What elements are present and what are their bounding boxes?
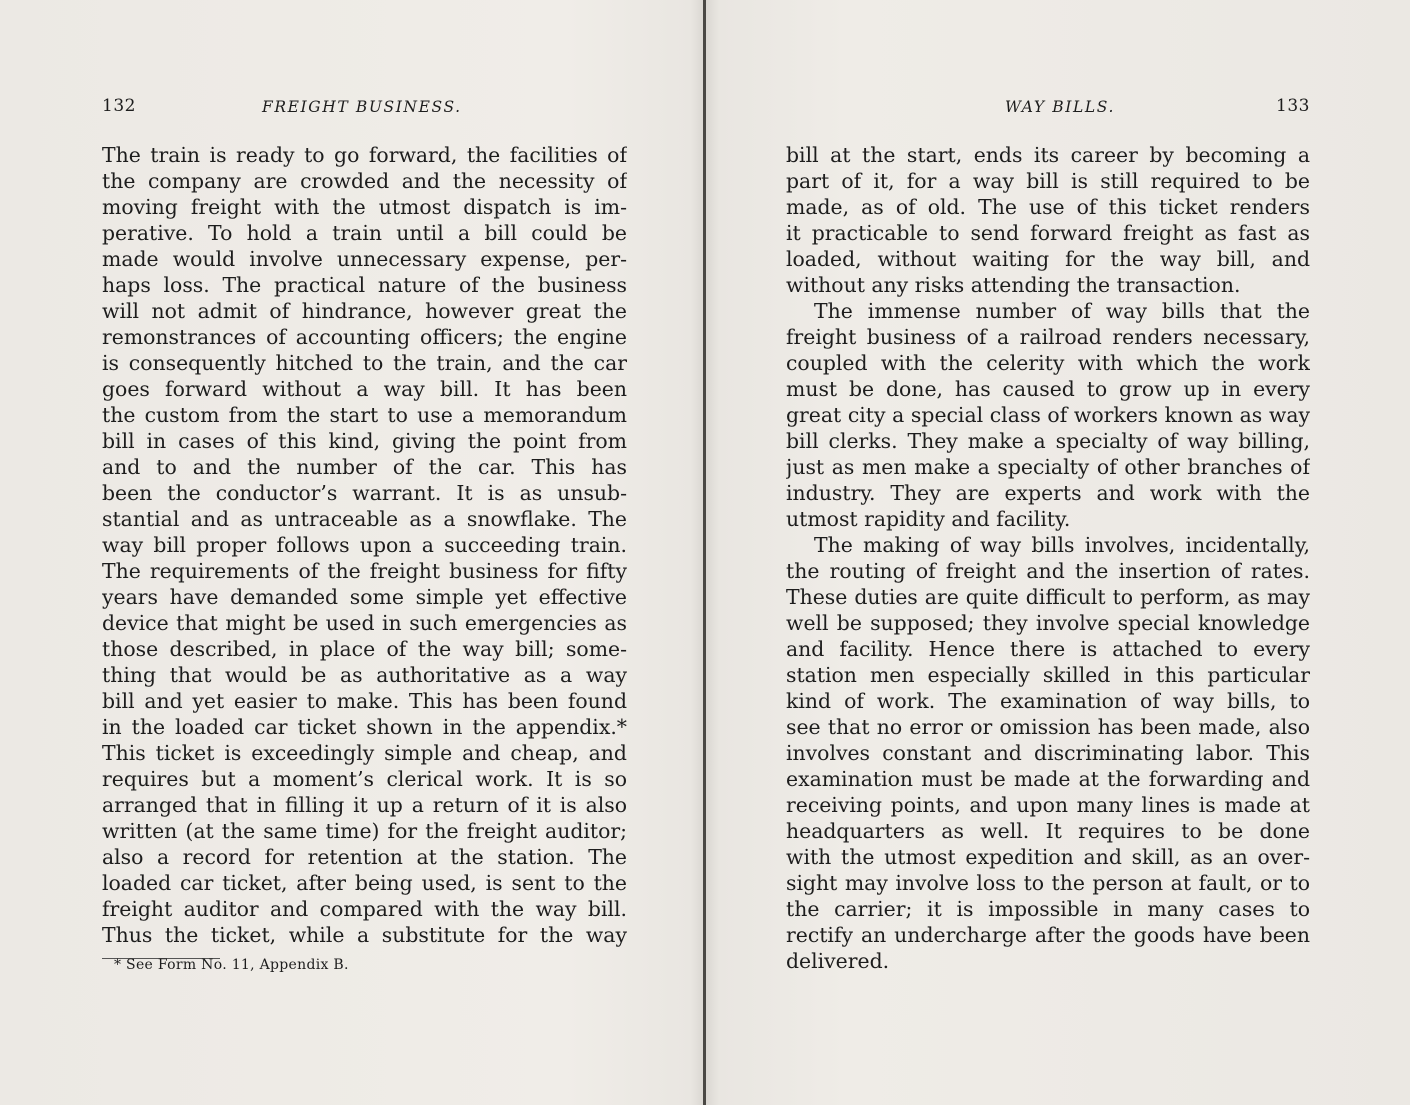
text-line: loaded car ticket, after being used, is sent to the: [102, 871, 627, 895]
text-line: the custom from the start to use a memorandum: [102, 403, 627, 427]
text-line: without any risks attending the transaction.: [786, 273, 1241, 297]
text-line: requires but a moment’s clerical work. It is so: [102, 767, 627, 791]
text-line: This ticket is exceedingly simple and cheap, and: [102, 741, 627, 765]
text-line: also a record for retention at the station. The: [102, 845, 627, 869]
running-head: FREIGHT BUSINESS.: [262, 98, 462, 116]
text-line: those described, in place of the way bill; some-: [102, 637, 627, 661]
text-line: and facility. Hence there is attached to every: [786, 637, 1310, 661]
text-line: station men especially skilled in this particular: [786, 663, 1310, 687]
text-line: moving freight with the utmost dispatch is im-: [102, 195, 627, 219]
text-line: the carrier; it is impossible in many cases to: [786, 897, 1310, 921]
left-page-body: [102, 142, 627, 948]
text-line: the routing of freight and the insertion of rates.: [786, 559, 1310, 583]
text-line: involves constant and discriminating labor. This: [786, 741, 1310, 765]
text-line: made, as of old. The use of this ticket renders: [786, 195, 1310, 219]
right-page: [706, 0, 1410, 1105]
text-line: will not admit of hindrance, however great the: [102, 299, 627, 323]
text-line: examination must be made at the forwarding and: [786, 767, 1310, 791]
text-line: well be supposed; they involve special knowledge: [786, 611, 1310, 635]
text-line: bill clerks. They make a specialty of way billing,: [786, 429, 1310, 453]
text-line: great city a special class of workers known as way: [786, 403, 1310, 427]
text-line: haps loss. The practical nature of the business: [102, 273, 627, 297]
text-line: with the utmost expedition and skill, as an over-: [786, 845, 1310, 869]
text-line: been the conductor’s warrant. It is as unsub-: [102, 481, 627, 505]
text-line: freight business of a railroad renders necessary,: [786, 325, 1310, 349]
text-line: it practicable to send forward freight as fast as: [786, 221, 1310, 245]
text-line: arranged that in filling it up a return of it is also: [102, 793, 627, 817]
text-line: goes forward without a way bill. It has been: [102, 377, 627, 401]
text-line: device that might be used in such emergencies as: [102, 611, 627, 635]
text-line: years have demanded some simple yet effective: [102, 585, 627, 609]
text-line: industry. They are experts and work with the: [786, 481, 1310, 505]
text-line: coupled with the celerity with which the work: [786, 351, 1310, 375]
text-line: utmost rapidity and facility.: [786, 507, 1071, 531]
text-line: thing that would be as authoritative as a way: [102, 663, 627, 687]
text-line: stantial and as untraceable as a snowflake. The: [102, 507, 627, 531]
text-line: bill at the start, ends its career by becoming a: [786, 143, 1310, 167]
text-line: delivered.: [786, 949, 890, 973]
text-line: rectify an undercharge after the goods have been: [786, 923, 1310, 947]
text-line: Thus the ticket, while a substitute for the way: [102, 923, 627, 947]
text-line: written (at the same time) for the freight auditor;: [102, 819, 627, 843]
text-line: freight auditor and compared with the way bill.: [102, 897, 627, 921]
text-line: The making of way bills involves, incidentally,: [814, 533, 1310, 557]
text-line: bill in cases of this kind, giving the point from: [102, 429, 627, 453]
text-line: is consequently hitched to the train, and the car: [102, 351, 627, 375]
text-line: see that no error or omission has been made, also: [786, 715, 1310, 739]
text-line: bill and yet easier to make. This has been found: [102, 689, 627, 713]
text-line: loaded, without waiting for the way bill, and: [786, 247, 1310, 271]
text-line: perative. To hold a train until a bill could be: [102, 221, 627, 245]
text-line: remonstrances of accounting officers; the engine: [102, 325, 627, 349]
page-number: 133: [1276, 96, 1310, 116]
right-page-body: [786, 142, 1310, 974]
right-page-header: [786, 96, 1310, 120]
text-line: the company are crowded and the necessity of: [102, 169, 627, 193]
text-line: kind of work. The examination of way bills, to: [786, 689, 1310, 713]
left-page: [0, 0, 703, 1105]
text-line: made would involve unnecessary expense, per-: [102, 247, 627, 271]
text-line: part of it, for a way bill is still required to be: [786, 169, 1310, 193]
text-line: headquarters as well. It requires to be done: [786, 819, 1310, 843]
text-line: The requirements of the freight business for fifty: [102, 559, 627, 583]
text-line: The train is ready to go forward, the facilities of: [102, 143, 627, 167]
text-line: receiving points, and upon many lines is made at: [786, 793, 1310, 817]
text-line: These duties are quite difficult to perform, as may: [786, 585, 1310, 609]
text-line: just as men make a specialty of other branches of: [786, 455, 1310, 479]
text-line: must be done, has caused to grow up in every: [786, 377, 1310, 401]
text-line: in the loaded car ticket shown in the appendix.*: [102, 715, 627, 739]
text-line: sight may involve loss to the person at fault, or to: [786, 871, 1310, 895]
page-number: 132: [102, 96, 136, 116]
left-page-header: [102, 96, 627, 120]
text-line: way bill proper follows upon a succeeding train.: [102, 533, 627, 557]
running-head: WAY BILLS.: [1005, 98, 1115, 116]
text-line: The immense number of way bills that the: [814, 299, 1310, 323]
footnote: * See Form No. 11, Appendix B.: [114, 957, 349, 973]
text-line: and to and the number of the car. This has: [102, 455, 627, 479]
